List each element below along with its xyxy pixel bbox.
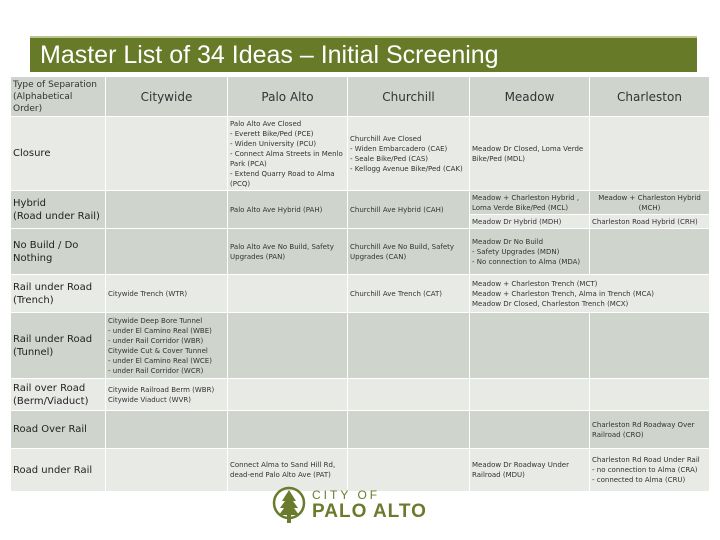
row-label-tunnel-line2: (Tunnel) xyxy=(13,346,54,358)
table-row xyxy=(11,379,710,411)
row-label-trench xyxy=(11,275,106,313)
row-label-hybrid-line2: (Road under Rail) xyxy=(13,210,100,222)
cell-hybrid-meadow-charleston-2: Meadow + Charleston Hybrid (MCH) xyxy=(590,191,710,215)
screening-table xyxy=(10,76,710,492)
cell-road-under-rail-meadow: Meadow Dr Roadway Under Railroad (MDU) xyxy=(470,449,590,492)
row-label-trench-line1: Rail under Road xyxy=(13,281,93,293)
row-label-no-build xyxy=(11,229,106,275)
cell-berm-palo-alto xyxy=(228,379,348,411)
cell-road-over-rail-palo-alto xyxy=(228,411,348,449)
row-label-trench-line2: (Trench) xyxy=(13,294,54,306)
row-label-hybrid xyxy=(11,191,106,229)
column-header-charleston: Charleston xyxy=(590,77,710,117)
logo-text-city-of: CITY OF xyxy=(312,488,381,502)
cell-berm-churchill xyxy=(348,379,470,411)
cell-trench-churchill: Churchill Ave Trench (CAT) xyxy=(348,275,470,313)
cell-tunnel-meadow xyxy=(470,313,590,379)
table-row xyxy=(11,191,710,215)
column-header-palo-alto: Palo Alto xyxy=(228,77,348,117)
table-row xyxy=(11,229,710,275)
column-header-meadow: Meadow xyxy=(470,77,590,117)
row-label-tunnel-line1: Rail under Road xyxy=(13,333,93,345)
cell-road-over-rail-charleston: Charleston Rd Roadway Over Railroad (CRO) xyxy=(590,411,710,449)
row-label-berm xyxy=(11,379,106,411)
cell-no-build-meadow: Meadow Dr No Build - Safety Upgrades (MDN) - No connection to Alma (MDA) xyxy=(470,229,590,275)
cell-road-over-rail-meadow xyxy=(470,411,590,449)
cell-berm-citywide: Citywide Railroad Berm (WBR) Citywide Viaduct (WVR) xyxy=(106,379,228,411)
row-label-road-over-rail: Road Over Rail xyxy=(11,411,106,449)
cell-closure-palo-alto: Palo Alto Ave Closed - Everett Bike/Ped (PCE) - Widen University (PCU) - Connect Alma Streets in Menlo Park (PCA) - Extend Quarry Road to Alma (PCQ) xyxy=(228,117,348,191)
separation-type-header xyxy=(11,77,106,117)
table-header-row xyxy=(11,77,710,117)
cell-hybrid-meadow: Meadow Dr Hybrid (MDH) xyxy=(470,215,590,229)
cell-no-build-charleston xyxy=(590,229,710,275)
cell-tunnel-palo-alto xyxy=(228,313,348,379)
cell-tunnel-charleston xyxy=(590,313,710,379)
logo-text-palo-alto: PALO ALTO xyxy=(312,501,427,522)
row-label-berm-line1: Rail over Road xyxy=(13,382,86,394)
cell-closure-meadow: Meadow Dr Closed, Loma Verde Bike/Ped (MDL) xyxy=(470,117,590,191)
cell-closure-charleston xyxy=(590,117,710,191)
cell-no-build-churchill: Churchill Ave No Build, Safety Upgrades (CAN) xyxy=(348,229,470,275)
corner-line-2: (Alphabetical Order) xyxy=(13,92,73,114)
cell-road-over-rail-churchill xyxy=(348,411,470,449)
cell-hybrid-churchill: Churchill Ave Hybrid (CAH) xyxy=(348,191,470,229)
table-row xyxy=(11,411,710,449)
column-header-citywide: Citywide xyxy=(106,77,228,117)
corner-line-1: Type of Separation xyxy=(13,80,98,90)
tree-icon xyxy=(272,484,306,526)
cell-closure-citywide xyxy=(106,117,228,191)
table-row xyxy=(11,313,710,379)
row-label-no-build-line1: No Build / Do xyxy=(13,239,79,251)
cell-hybrid-citywide xyxy=(106,191,228,229)
cell-road-over-rail-citywide xyxy=(106,411,228,449)
cell-tunnel-citywide: Citywide Deep Bore Tunnel - under El Camino Real (WBE) - under Rail Corridor (WBR) Citywide Cut & Cover Tunnel - under El Camino Real (WCE) - under Rail Corridor (WCR) xyxy=(106,313,228,379)
cell-trench-palo-alto xyxy=(228,275,348,313)
column-header-churchill: Churchill xyxy=(348,77,470,117)
cell-berm-charleston xyxy=(590,379,710,411)
cell-no-build-palo-alto: Palo Alto Ave No Build, Safety Upgrades (PAN) xyxy=(228,229,348,275)
cell-trench-meadow-charleston: Meadow + Charleston Trench (MCT) Meadow + Charleston Trench, Alma in Trench (MCA) Meadow Dr Closed, Charleston Trench (MCX) xyxy=(470,275,710,313)
city-logo xyxy=(272,484,452,528)
page-title: Master List of 34 Ideas – Initial Screening xyxy=(40,41,499,69)
row-label-no-build-line2: Nothing xyxy=(13,252,53,264)
cell-berm-meadow xyxy=(470,379,590,411)
row-label-hybrid-line1: Hybrid xyxy=(13,197,47,209)
cell-no-build-citywide xyxy=(106,229,228,275)
cell-hybrid-charleston: Charleston Road Hybrid (CRH) xyxy=(590,215,710,229)
row-label-tunnel xyxy=(11,313,106,379)
cell-closure-churchill: Churchill Ave Closed - Widen Embarcadero (CAE) - Seale Bike/Ped (CAS) - Kellogg Avenue Bike/Ped (CAK) xyxy=(348,117,470,191)
row-label-closure: Closure xyxy=(11,117,106,191)
cell-tunnel-churchill xyxy=(348,313,470,379)
cell-trench-citywide: Citywide Trench (WTR) xyxy=(106,275,228,313)
cell-hybrid-palo-alto: Palo Alto Ave Hybrid (PAH) xyxy=(228,191,348,229)
row-label-road-under-rail: Road under Rail xyxy=(11,449,106,492)
row-label-berm-line2: (Berm/Viaduct) xyxy=(13,395,89,407)
table-row xyxy=(11,117,710,191)
title-bar xyxy=(30,36,697,72)
table-row xyxy=(11,275,710,313)
cell-road-under-rail-palo-alto: Connect Alma to Sand Hill Rd, dead-end Palo Alto Ave (PAT) xyxy=(228,449,348,492)
cell-road-under-rail-charleston: Charleston Rd Road Under Rail - no connection to Alma (CRA) - connected to Alma (CRU) xyxy=(590,449,710,492)
cell-hybrid-meadow-charleston: Meadow + Charleston Hybrid , Loma Verde Bike/Ped (MCL) xyxy=(470,191,590,215)
cell-road-under-rail-citywide xyxy=(106,449,228,492)
